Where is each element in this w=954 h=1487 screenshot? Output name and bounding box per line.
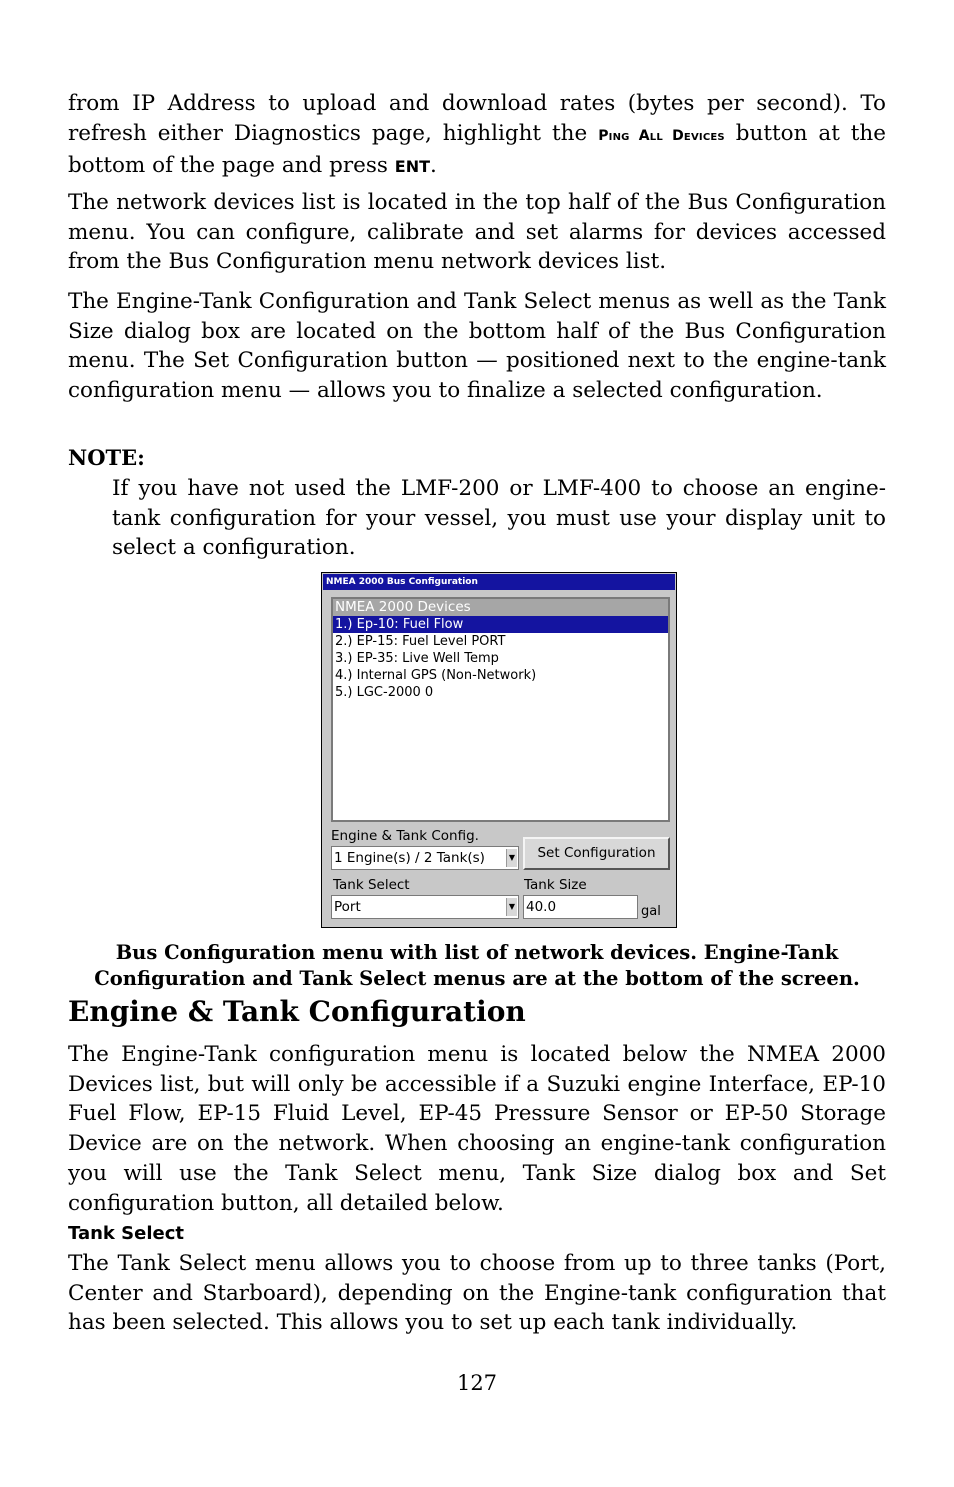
tank-size-input[interactable]: 40.0: [523, 895, 638, 919]
figure-caption: Bus Configuration menu with list of network devices. Engine-Tank Configuration and Tank Select menus are at the bottom of the screen.: [94, 941, 860, 990]
engine-tank-config-label: Engine & Tank Config.: [331, 828, 479, 844]
ent-key-reference: ENT: [394, 157, 430, 177]
set-configuration-button[interactable]: Set Configuration: [523, 837, 670, 870]
paragraph-text: .: [430, 153, 437, 179]
tank-select-value: Port: [334, 899, 361, 915]
paragraph-diagnostics: [68, 89, 886, 182]
window-title: NMEA 2000 Bus Configuration: [323, 574, 675, 590]
note-text: If you have not used the LMF-200 or LMF-400 to choose an engine-tank configuration for your vessel, you must use your display unit to select a configuration.: [112, 476, 886, 561]
ping-all-devices-reference: Ping All Devices: [598, 127, 725, 144]
paragraph-text: button at the bottom of the page and press: [68, 120, 886, 179]
paragraph-tank-select: The Tank Select menu allows you to choose from up to three tanks (Port, Center and Starboard), depending on the Engine-tank configuration that has been selected. This allows you to set up each tank individually.: [68, 1251, 886, 1336]
paragraph-network-devices: The network devices list is located in the top half of the Bus Configuration menu. You can configure, calibrate and set alarms for devices accessed from the Bus Configuration menu network devices list.: [68, 190, 886, 275]
tank-size-unit: gal: [641, 904, 661, 919]
list-item[interactable]: 5.) LGC-2000 0: [335, 685, 434, 700]
list-item[interactable]: 1.) Ep-10: Fuel Flow: [333, 616, 668, 633]
page-number: 127: [456, 1371, 498, 1395]
bus-configuration-screenshot: [321, 572, 677, 928]
dropdown-arrow-icon[interactable]: ▼: [506, 849, 517, 867]
tank-size-label: Tank Size: [524, 877, 587, 893]
list-item[interactable]: 2.) EP-15: Fuel Level PORT: [335, 634, 506, 649]
paragraph-engine-tank-config: The Engine-Tank configuration menu is located below the NMEA 2000 Devices list, but will only be accessible if a Suzuki engine Interface, EP-10 Fuel Flow, EP-15 Fluid Level, EP-45 Pressure Sensor or EP-50 Storage Device are on the network. When choosing an engine-tank configuration you will use the Tank Select menu, Tank Size dialog box and Set configuration button, all detailed below.: [68, 1042, 886, 1216]
engine-tank-config-value: 1 Engine(s) / 2 Tank(s): [334, 850, 485, 866]
section-heading: Engine & Tank Configuration: [68, 995, 526, 1028]
engine-tank-config-select[interactable]: [331, 846, 519, 870]
list-item[interactable]: 4.) Internal GPS (Non-Network): [335, 668, 537, 683]
devices-list-header: NMEA 2000 Devices: [333, 599, 668, 616]
tank-select-dropdown[interactable]: [331, 895, 519, 919]
subheading-tank-select: Tank Select: [68, 1223, 184, 1244]
devices-list[interactable]: [331, 597, 670, 822]
dropdown-arrow-icon[interactable]: ▼: [506, 898, 517, 916]
note-label: NOTE:: [68, 445, 145, 470]
tank-select-label: Tank Select: [333, 877, 410, 893]
list-item[interactable]: 3.) EP-35: Live Well Temp: [335, 651, 499, 666]
paragraph-text: from IP Address to upload and download rates (bytes per second). To refresh either Diagnostics page, highlight the: [68, 91, 886, 146]
paragraph-engine-tank-menus: The Engine-Tank Configuration and Tank Select menus as well as the Tank Size dialog box are located on the bottom half of the Bus Configuration menu. The Set Configuration button — positioned next to the engine-tank configuration menu — allows you to finalize a selected configuration.: [68, 289, 886, 404]
